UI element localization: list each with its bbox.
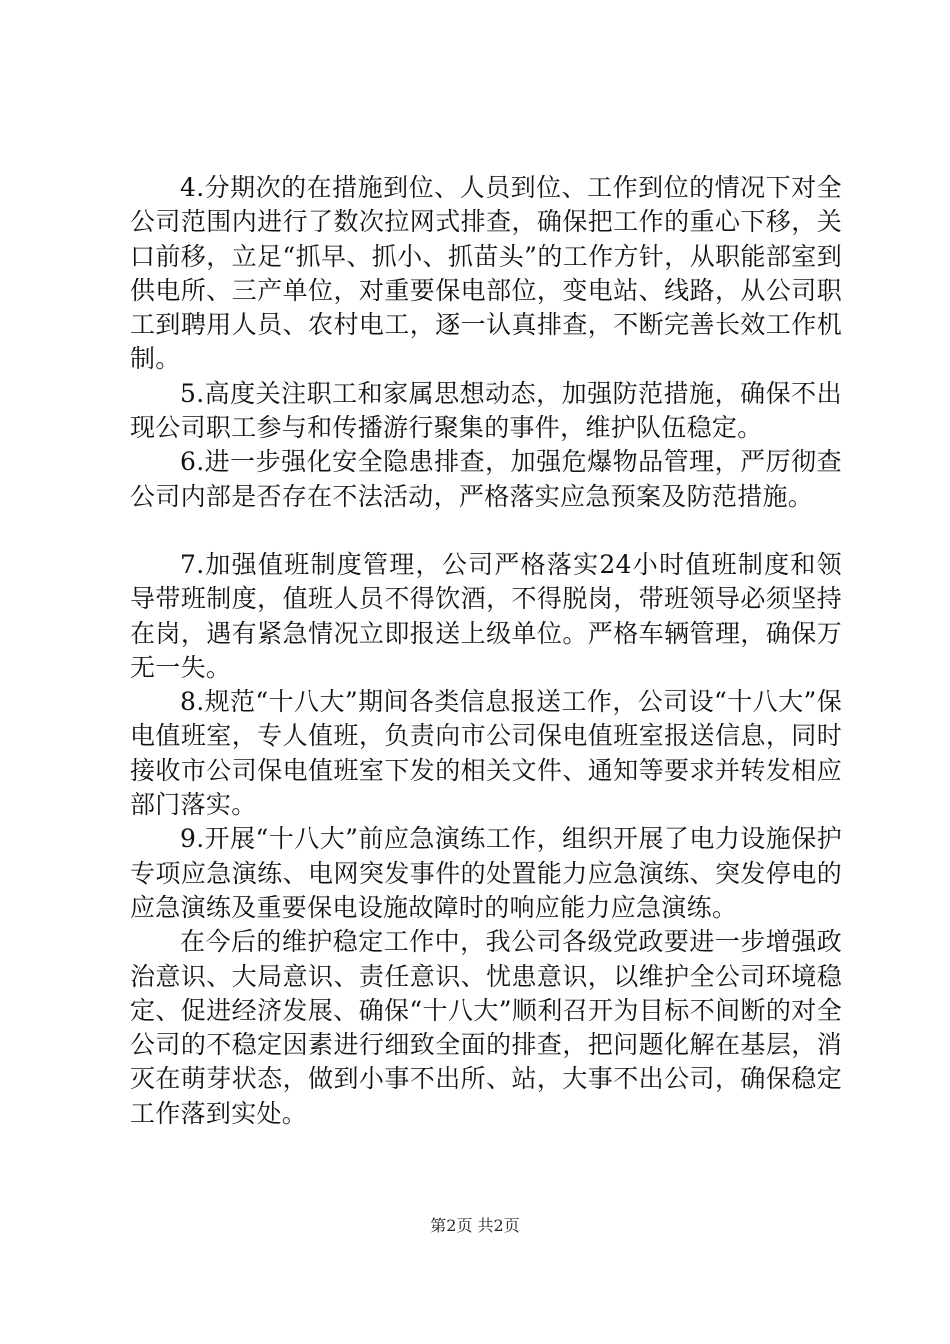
paragraph-conclusion: 在今后的维护稳定工作中，我公司各级党政要进一步增强政治意识、大局意识、责任意识、忧患意识，以维护全公司环境稳定、促进经济发展、确保“十八大”顺利召开为目标不间断的对全公司的不稳定因素进行细致全面的排查，把问题化解在基层，消灭在萌芽状态，做到小事不出所、站，大事不出公司，确保稳定工作落到实处。 [130, 927, 842, 1128]
paragraph-item-8: 8.规范“十八大”期间各类信息报送工作，公司设“十八大”保电值班室，专人值班，负责向市公司保电值班室报送信息，同时接收市公司保电值班室下发的相关文件、通知等要求并转发相应部门落实。 [130, 687, 842, 820]
paragraph-item-5: 5.高度关注职工和家属思想动态，加强防范措施，确保不出现公司职工参与和传播游行聚集的事件，维护队伍稳定。 [130, 378, 842, 443]
page-number-label: 第2页 共2页 [430, 1216, 520, 1235]
paragraph-gap [130, 514, 842, 548]
paragraph-item-6: 6.进一步强化安全隐患排查，加强危爆物品管理，严厉彻查公司内部是否存在不法活动，严格落实应急预案及防范措施。 [130, 447, 842, 511]
paragraph-item-7: 7.加强值班制度管理，公司严格落实24小时值班制度和领导带班制度，值班人员不得饮酒，不得脱岗，带班领导必须坚持在岗，遇有紧急情况立即报送上级单位。严格车辆管理，确保万无一失。 [130, 549, 842, 682]
document-body [130, 171, 842, 1131]
paragraph-item-9: 9.开展“十八大”前应急演练工作，组织开展了电力设施保护专项应急演练、电网突发事件的处置能力应急演练、突发停电的应急演练及重要保电设施故障时的响应能力应急演练。 [130, 824, 842, 922]
paragraph-item-4: 4.分期次的在措施到位、人员到位、工作到位的情况下对全公司范围内进行了数次拉网式排查，确保把工作的重心下移，关口前移，立足“抓早、抓小、抓苗头”的工作方针，从职能部室到供电所、三产单位，对重要保电部位，变电站、线路，从公司职工到聘用人员、农村电工，逐一认真排查，不断完善长效工作机制。 [130, 173, 842, 374]
page-footer [0, 1216, 950, 1236]
